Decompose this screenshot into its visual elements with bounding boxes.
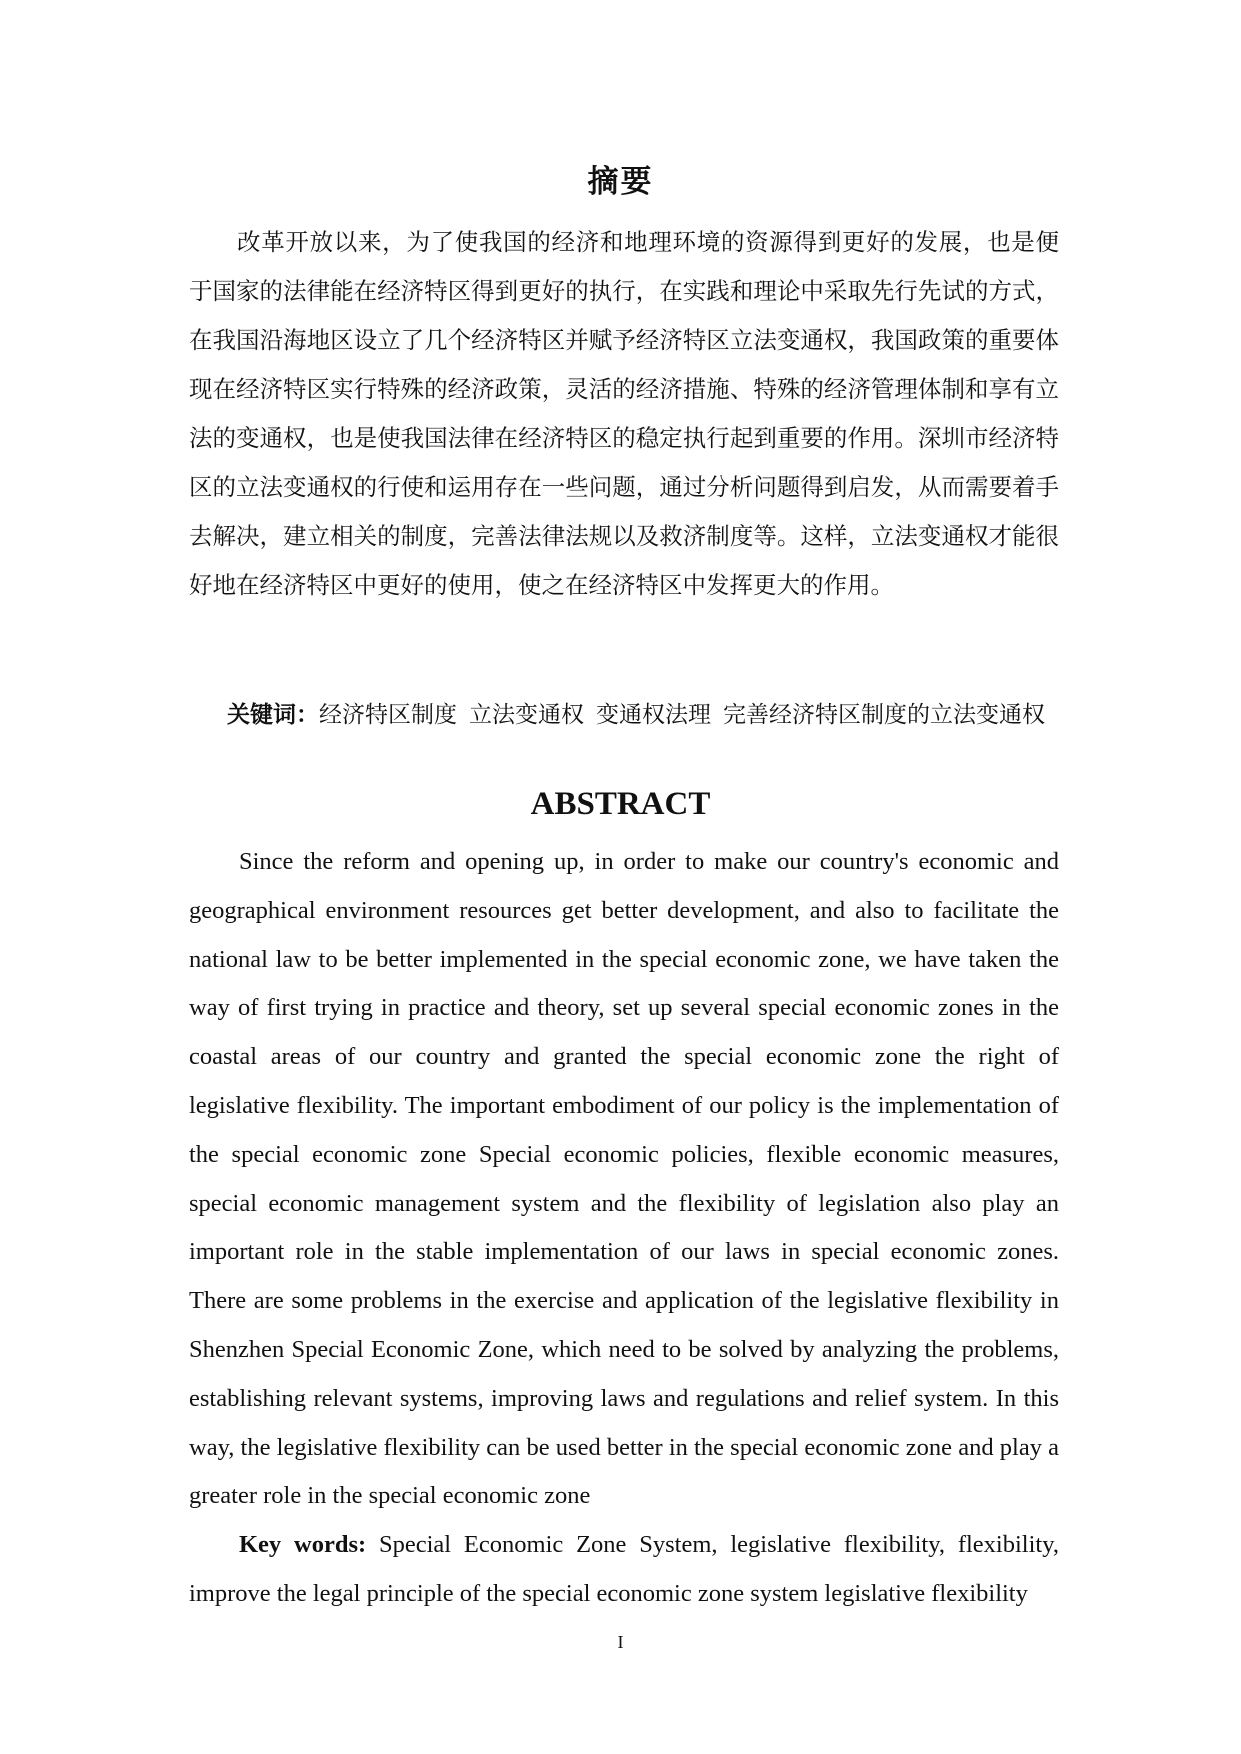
en-keywords-text: Special Economic Zone System, legislative flexibility, flexibility, improve the legal principle of the special economic zone system legislative flexibility	[189, 1531, 1060, 1607]
en-keywords-label: Key words:	[239, 1531, 367, 1558]
en-abstract-title: ABSTRACT	[530, 786, 711, 822]
cn-keyword: 经济特区制度	[319, 702, 457, 728]
cn-keyword: 变通权法理	[596, 702, 711, 728]
cn-keywords-line	[189, 698, 1069, 732]
cn-abstract-title: 摘要	[587, 164, 654, 200]
cn-abstract-body: 改革开放以来，为了使我国的经济和地理环境的资源得到更好的发展，也是便于国家的法律能在经济特区得到更好的执行，在实践和理论中采取先行先试的方式，在我国沿海地区设立了几个经济特区并赋予经济特区立法变通权，我国政策的重要体现在经济特区实行特殊的经济政策，灵活的经济措施、特殊的经济管理体制和享有立法的变通权，也是使我国法律在经济特区的稳定执行起到重要的作用。深圳市经济特区的立法变通权的行使和运用存在一些问题，通过分析问题得到启发，从而需要着手去解决，建立相关的制度，完善法律法规以及救济制度等。这样，立法变通权才能很好地在经济特区中更好的使用，使之在经济特区中发挥更大的作用。	[189, 228, 1059, 599]
cn-keyword: 立法变通权	[469, 702, 584, 728]
cn-keyword: 完善经济特区制度的立法变通权	[723, 702, 1045, 728]
en-keywords-line	[189, 1521, 1059, 1619]
cn-keywords-label: 关键词：	[227, 702, 319, 728]
page-number: I	[617, 1632, 624, 1652]
en-abstract-body: Since the reform and opening up, in order to make our country's economic and geographical environment resources get better development, and also to facilitate the national law to be better implemented in the special economic zone, we have taken the way of first trying in practice and theory, set up several special economic zones in the coastal areas of our country and granted the special economic zone the right of legislative flexibility. The important embodiment of our policy is the implementation of the special economic zone Special economic policies, flexible economic measures, special economic management system and the flexibility of legislation also play an important role in the stable implementation of our laws in special economic zones. There are some problems in the exercise and application of the legislative flexibility in Shenzhen Special Economic Zone, which need to be solved by analyzing the problems, establishing relevant systems, improving laws and regulations and relief system. In this way, the legislative flexibility can be used better in the special economic zone and play a greater role in the special economic zone	[189, 848, 1059, 1510]
